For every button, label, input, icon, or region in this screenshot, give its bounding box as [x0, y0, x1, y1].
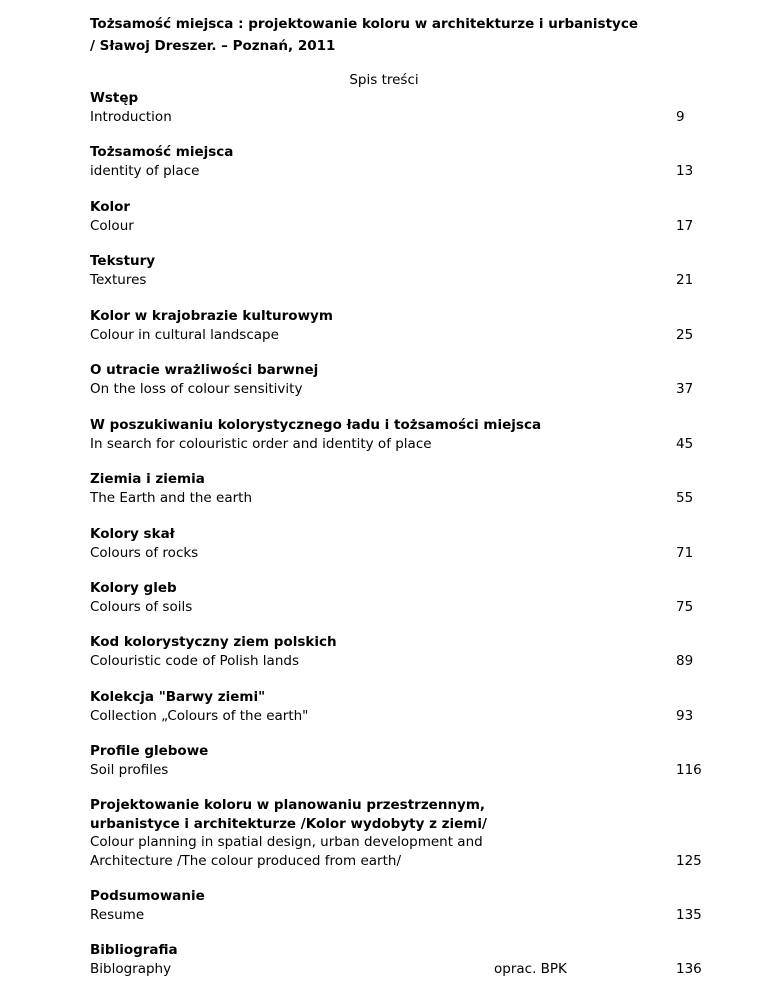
citation-title-line: Tożsamość miejsca : projektowanie koloru w architekturze i urbanistyce [90, 16, 638, 32]
toc-heading: Spis treści [349, 72, 419, 88]
entry-title-pl: Kolory skał [90, 526, 175, 542]
entry-title-pl: Kolory gleb [90, 580, 177, 596]
toc-entry [90, 198, 700, 235]
entry-title-en: Colour in cultural landscape [90, 326, 279, 343]
toc-entry [90, 361, 700, 398]
entry-title-pl: Podsumowanie [90, 888, 205, 904]
entry-title-pl: Kod kolorystyczny ziem polskich [90, 634, 337, 650]
entry-title-en: The Earth and the earth [90, 489, 253, 506]
toc-entry [90, 416, 700, 453]
entry-title-en: Colours of soils [90, 598, 193, 615]
entry-page-number: 75 [676, 598, 694, 615]
entry-page-number: 55 [676, 489, 694, 506]
entry-title-en: In search for colouristic order and identity of place [90, 435, 432, 452]
entry-title-pl: Ziemia i ziemia [90, 471, 205, 487]
entry-title-pl: Kolor [90, 199, 131, 215]
entry-title-en: Colours of rocks [90, 544, 199, 561]
book-citation [90, 13, 730, 57]
entry-page-number: 136 [676, 960, 702, 977]
entry-title-pl: urbanistyce i architekturze /Kolor wydobyty z ziemi/ [90, 815, 487, 832]
entry-title-pl: Profile glebowe [90, 743, 209, 759]
entry-title-en: On the loss of colour sensitivity [90, 380, 303, 397]
entry-title-en: Collection „Colours of the earth" [90, 707, 309, 724]
toc-entry [90, 470, 700, 507]
entry-page-number: 116 [676, 761, 702, 778]
entry-title-en: Colour planning in spatial design, urban development and [90, 834, 483, 850]
entry-page-number: 25 [676, 326, 694, 343]
entry-title-pl: Bibliografia [90, 942, 178, 958]
entry-page-number: 21 [676, 271, 694, 288]
toc-entry [90, 688, 700, 725]
entry-page-number: 37 [676, 380, 694, 397]
entry-page-number: 93 [676, 707, 694, 724]
toc-entry [90, 742, 700, 779]
entry-title-en: Soil profiles [90, 761, 169, 778]
toc-entry [90, 252, 700, 289]
entry-title-en: Colouristic code of Polish lands [90, 652, 299, 669]
entry-title-pl: Kolor w krajobrazie kulturowym [90, 308, 333, 324]
toc-entry [90, 143, 700, 180]
entry-title-pl: O utracie wrażliwości barwnej [90, 362, 319, 378]
entry-title-pl: Tożsamość miejsca [90, 144, 234, 160]
toc-entry [90, 941, 700, 978]
entry-page-number: 135 [676, 906, 702, 923]
toc-entry [90, 579, 700, 616]
toc-entry [90, 525, 700, 562]
entry-title-en: Biblography [90, 960, 172, 977]
entry-title-pl: Wstęp [90, 90, 139, 106]
entry-page-number: 89 [676, 652, 694, 669]
entry-page-number: 71 [676, 544, 694, 561]
entry-title-en: Textures [90, 271, 147, 288]
entry-title-en: Colour [90, 217, 134, 234]
entry-title-pl: Kolekcja "Barwy ziemi" [90, 689, 266, 705]
toc-entry [90, 307, 700, 344]
citation-author-line: / Sławoj Dreszer. – Poznań, 2011 [90, 38, 336, 54]
toc-entry [90, 633, 700, 670]
entry-title-pl: Tekstury [90, 253, 156, 269]
entry-title-en: identity of place [90, 162, 200, 179]
entry-title-pl: Projektowanie koloru w planowaniu przestrzennym, [90, 797, 486, 813]
entry-title-en: Introduction [90, 108, 172, 125]
entry-page-number: 13 [676, 162, 694, 179]
toc-entry [90, 796, 700, 870]
entry-page-number: 9 [676, 108, 685, 125]
entry-title-en: Resume [90, 906, 145, 923]
entry-page-number: 45 [676, 435, 694, 452]
entry-page-number: 125 [676, 852, 702, 869]
entry-title-en: Architecture /The colour produced from earth/ [90, 852, 402, 869]
entry-page-number: 17 [676, 217, 694, 234]
toc-entry [90, 887, 700, 924]
toc-entry [90, 89, 700, 126]
compiler-credit: oprac. BPK [494, 961, 567, 977]
entry-title-pl: W poszukiwaniu kolorystycznego ładu i tożsamości miejsca [90, 417, 542, 433]
